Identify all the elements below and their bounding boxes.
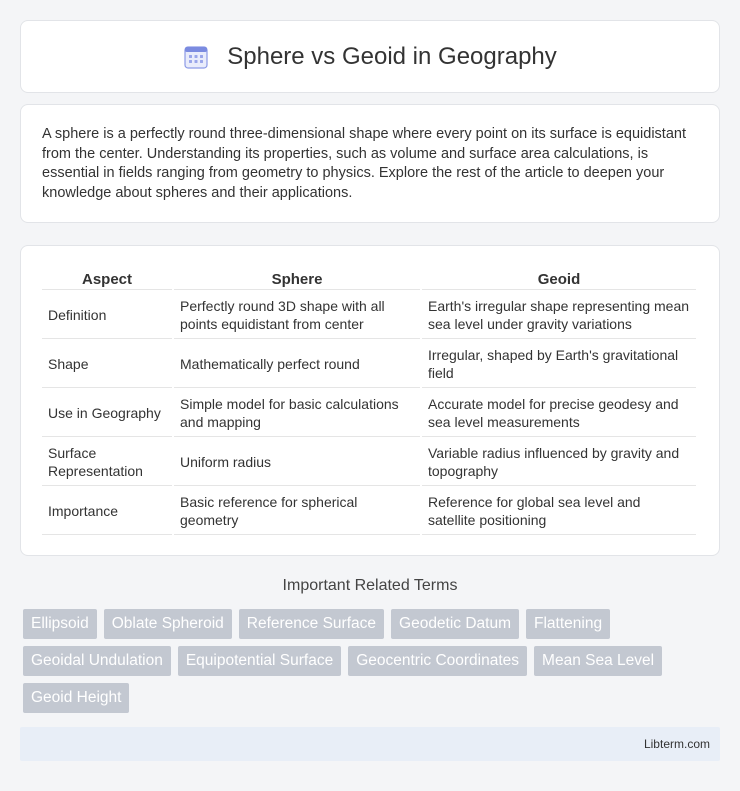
table-row	[42, 439, 696, 486]
table-cell: Reference for global sea level and satellite positioning	[422, 488, 696, 535]
related-terms-title: Important Related Terms	[282, 577, 458, 594]
table-cell: Surface Representation	[42, 439, 172, 486]
term-tag[interactable]: Oblate Spheroid	[104, 609, 232, 639]
table-row	[42, 390, 696, 437]
table-cell: Perfectly round 3D shape with all points equidistant from center	[174, 292, 420, 339]
table-row	[42, 292, 696, 339]
table-cell: Mathematically perfect round	[174, 341, 420, 388]
table-cell: Variable radius influenced by gravity and topography	[422, 439, 696, 486]
term-tag[interactable]: Reference Surface	[239, 609, 384, 639]
related-terms-list	[23, 609, 723, 713]
footer	[20, 727, 720, 761]
table-cell: Importance	[42, 488, 172, 535]
header-aspect: Aspect	[42, 268, 172, 290]
term-tag[interactable]: Mean Sea Level	[534, 646, 662, 676]
page-title: Sphere vs Geoid in Geography	[227, 42, 557, 70]
table-cell: Shape	[42, 341, 172, 388]
calendar-icon	[183, 44, 209, 70]
term-tag[interactable]: Equipotential Surface	[178, 646, 341, 676]
intro-card	[20, 104, 720, 223]
term-tag[interactable]: Ellipsoid	[23, 609, 97, 639]
header-card	[20, 20, 720, 93]
table-row	[42, 341, 696, 388]
table-cell: Accurate model for precise geodesy and sea level measurements	[422, 390, 696, 437]
table-row	[42, 488, 696, 535]
table-header-row	[42, 268, 696, 290]
table-cell: Use in Geography	[42, 390, 172, 437]
header-geoid: Geoid	[422, 268, 696, 290]
table-cell: Definition	[42, 292, 172, 339]
table-cell: Simple model for basic calculations and mapping	[174, 390, 420, 437]
comparison-card	[20, 245, 720, 556]
table-cell: Irregular, shaped by Earth's gravitational field	[422, 341, 696, 388]
header-sphere: Sphere	[174, 268, 420, 290]
term-tag[interactable]: Geoid Height	[23, 683, 129, 713]
term-tag[interactable]: Geodetic Datum	[391, 609, 519, 639]
term-tag[interactable]: Flattening	[526, 609, 610, 639]
table-cell: Basic reference for spherical geometry	[174, 488, 420, 535]
term-tag[interactable]: Geocentric Coordinates	[348, 646, 527, 676]
comparison-table	[40, 266, 698, 537]
table-cell: Uniform radius	[174, 439, 420, 486]
footer-site-link[interactable]: Libterm.com	[643, 737, 710, 751]
table-cell: Earth's irregular shape representing mean sea level under gravity variations	[422, 292, 696, 339]
term-tag[interactable]: Geoidal Undulation	[23, 646, 171, 676]
intro-text: A sphere is a perfectly round three-dimensional shape where every point on its surface is equidistant from the center. Understanding its properties, such as volume and surface area calculations, is essential in fields ranging from geometry to physics. Explore the rest of the article to deepen your knowledge about spheres and their applications.	[42, 126, 686, 201]
